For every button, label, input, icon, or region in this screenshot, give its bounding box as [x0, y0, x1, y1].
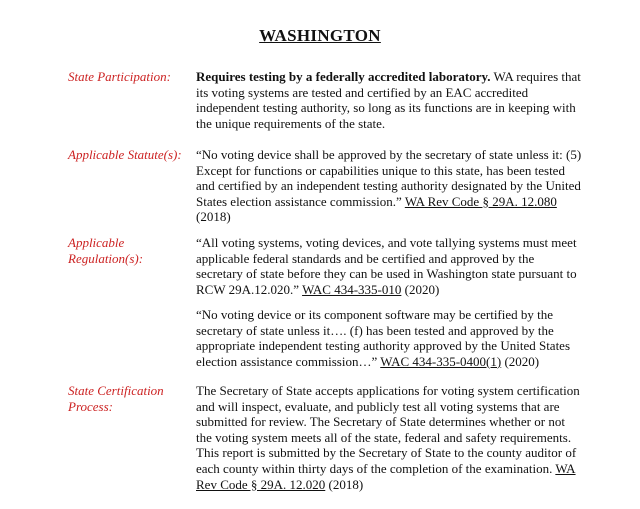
applicable-regulation-para2: [196, 307, 584, 369]
certification-body: The Secretary of State accepts applications for voting system certification and will inspect, evaluate, and publicly test all voting systems that are submitted for review. The Secretary of State determines whether or not the voting system meets all of the state, federal and safety requirements. This report is submitted by the Secretary of State to the county auditor of each county within thirty days of the completion of the examination.: [196, 383, 580, 476]
participation-body: WA requires that its voting systems are tested and certified by an EAC accredited independent testing authority, so long as its functions are in keeping with the unique requirements of the state.: [196, 69, 581, 131]
regulation-citation-link-2[interactable]: WAC 434-335-0400(1): [380, 353, 502, 369]
regulation-quote-1: “All voting systems, voting devices, and vote tallying systems must meet applicable federal standards and be certified and approved by the secretary of state before they can be used in Washington state pursuant to RCW 29A.12.020.”: [196, 235, 577, 297]
participation-lead: Requires testing by a federally accredited laboratory.: [196, 69, 491, 84]
page-title: WASHINGTON: [259, 26, 381, 45]
applicable-statute-label: Applicable Statute(s):: [68, 147, 182, 162]
state-participation-text: [196, 69, 584, 131]
regulation-quote-2: “No voting device or its component software may be certified by the secretary of state unless it…. (f) has been tested and approved by the appropriate independent testing authority approved by the United States election assistance commission…”: [196, 307, 571, 369]
regulation-year-1: (2020): [401, 281, 440, 297]
state-participation-label: State Participation:: [68, 69, 171, 84]
certification-year: (2018): [325, 476, 364, 492]
statute-citation-link[interactable]: WA Rev Code § 29A. 12.080: [404, 193, 557, 209]
state-certification-text: [196, 383, 584, 492]
regulation-citation-link-1[interactable]: WAC 434-335-010: [302, 281, 402, 297]
regulation-year-2: (2020): [501, 353, 540, 369]
applicable-regulation-label: Applicable Regulation(s):: [68, 235, 144, 266]
applicable-regulation-para1: [196, 235, 584, 297]
statute-quote: “No voting device shall be approved by the secretary of state unless it: (5) Except for functions or capabilities unique to this state, has been tested and certified by an independent testing authority designated by the United States election assistance commission.”: [196, 147, 582, 209]
statute-year: (2018): [196, 209, 231, 225]
applicable-statute-text: [196, 147, 584, 225]
state-certification-label: State Certification Process:: [68, 383, 164, 414]
certification-citation-link[interactable]: WA Rev Code § 29A. 12.020: [196, 460, 576, 492]
